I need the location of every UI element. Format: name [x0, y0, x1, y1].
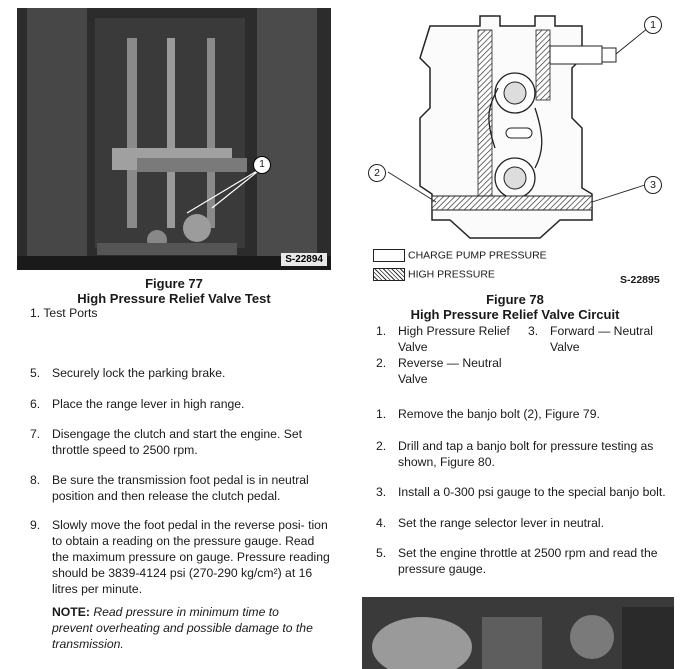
- figure-78-legend-3: [528, 323, 678, 355]
- callout-number: 3: [650, 179, 656, 191]
- step-8: [30, 472, 330, 504]
- step-text: Set the engine throttle at 2500 rpm and read the pressure gauge.: [398, 546, 658, 576]
- legend-high-label: HIGH PRESSURE: [408, 268, 495, 281]
- step-6: [30, 396, 330, 412]
- legend-text: Forward — Neutral Valve: [550, 324, 653, 354]
- step-number: 8.: [30, 473, 41, 487]
- photo-reference-label: [281, 253, 327, 266]
- step-number: 4.: [376, 516, 387, 530]
- step-number: 3.: [376, 485, 387, 499]
- valve-circuit-diagram: [360, 8, 670, 248]
- right-step-1: [376, 406, 672, 422]
- step-7: [30, 426, 330, 458]
- step-number: 2.: [376, 439, 387, 453]
- step-text: Place the range lever in high range.: [52, 397, 245, 411]
- step-number: 5.: [376, 546, 387, 560]
- step-text: Slowly move the foot pedal in the reverse posi- tion to obtain a reading on the pressure gauge. Read the maximum pressure on gauge. Pressure reading should be 3839-4124 psi (270-290 kg/cm²) at 16 litres per minute.: [52, 518, 330, 596]
- legend-number: 2.: [376, 356, 387, 370]
- step-number: 9.: [30, 518, 41, 532]
- step-text: Be sure the transmission foot pedal is in neutral position and then release the clutch pedal.: [52, 473, 309, 503]
- legend-number: 3.: [528, 324, 539, 338]
- charge-pump-swatch: [373, 249, 405, 262]
- right-step-5: [376, 545, 672, 577]
- callout-circle: [253, 156, 271, 174]
- figure-78-legend-1: [376, 323, 516, 355]
- engine-detail-illustration: [362, 597, 674, 669]
- high-pressure-swatch: [373, 268, 405, 281]
- legend-high-pressure: [373, 268, 495, 281]
- callout-number: 2: [374, 167, 380, 179]
- legend-text: High Pressure Relief Valve: [398, 324, 510, 354]
- note-text: Read pressure in minimum time to prevent overheating and possible damage to the transmission.: [52, 605, 313, 651]
- right-step-3: [376, 484, 672, 500]
- callout-2: [368, 164, 386, 182]
- figure-77-label: Figure 77: [145, 276, 203, 291]
- figure-77-legend: 1. Test Ports: [30, 306, 98, 320]
- figure-79-photo-partial: [362, 597, 674, 669]
- step-text: Disengage the clutch and start the engine. Set throttle speed to 2500 rpm.: [52, 427, 303, 457]
- legend-number: 1.: [376, 324, 387, 338]
- step-number: 7.: [30, 427, 41, 441]
- figure-77-photo: [17, 8, 331, 270]
- note-label: NOTE:: [52, 605, 90, 619]
- step-number: 1.: [376, 407, 387, 421]
- step-text: Install a 0-300 psi gauge to the special banjo bolt.: [398, 485, 666, 499]
- step-text: Securely lock the parking brake.: [52, 366, 226, 380]
- right-step-2: [376, 438, 672, 470]
- right-step-4: [376, 515, 672, 531]
- legend-charge-pump: [373, 249, 547, 262]
- callout-3: [644, 176, 662, 194]
- note-block: [52, 604, 322, 652]
- photo-ref-text: S-22894: [285, 254, 323, 265]
- callout-number: 1: [650, 19, 656, 31]
- step-text: Drill and tap a banjo bolt for pressure testing as shown, Figure 80.: [398, 439, 654, 469]
- figure-78-label: Figure 78: [486, 292, 544, 307]
- figure-78-title: High Pressure Relief Valve Circuit: [410, 307, 620, 322]
- callout-number: 1: [259, 159, 265, 170]
- legend-charge-label: CHARGE PUMP PRESSURE: [408, 249, 547, 262]
- step-number: 6.: [30, 397, 41, 411]
- step-5: [30, 365, 330, 381]
- figure-77-title: High Pressure Relief Valve Test: [77, 291, 271, 306]
- figure-78-diagram: [360, 8, 670, 248]
- step-number: 5.: [30, 366, 41, 380]
- step-text: Remove the banjo bolt (2), Figure 79.: [398, 407, 600, 421]
- legend-text: Reverse — Neutral Valve: [398, 356, 502, 386]
- callout-1: [644, 16, 662, 34]
- step-text: Set the range selector lever in neutral.: [398, 516, 604, 530]
- diagram-reference-label: S-22895: [620, 274, 660, 286]
- step-9: [30, 517, 330, 597]
- engine-bay-illustration: [17, 8, 331, 270]
- figure-78-legend-2: [376, 355, 516, 387]
